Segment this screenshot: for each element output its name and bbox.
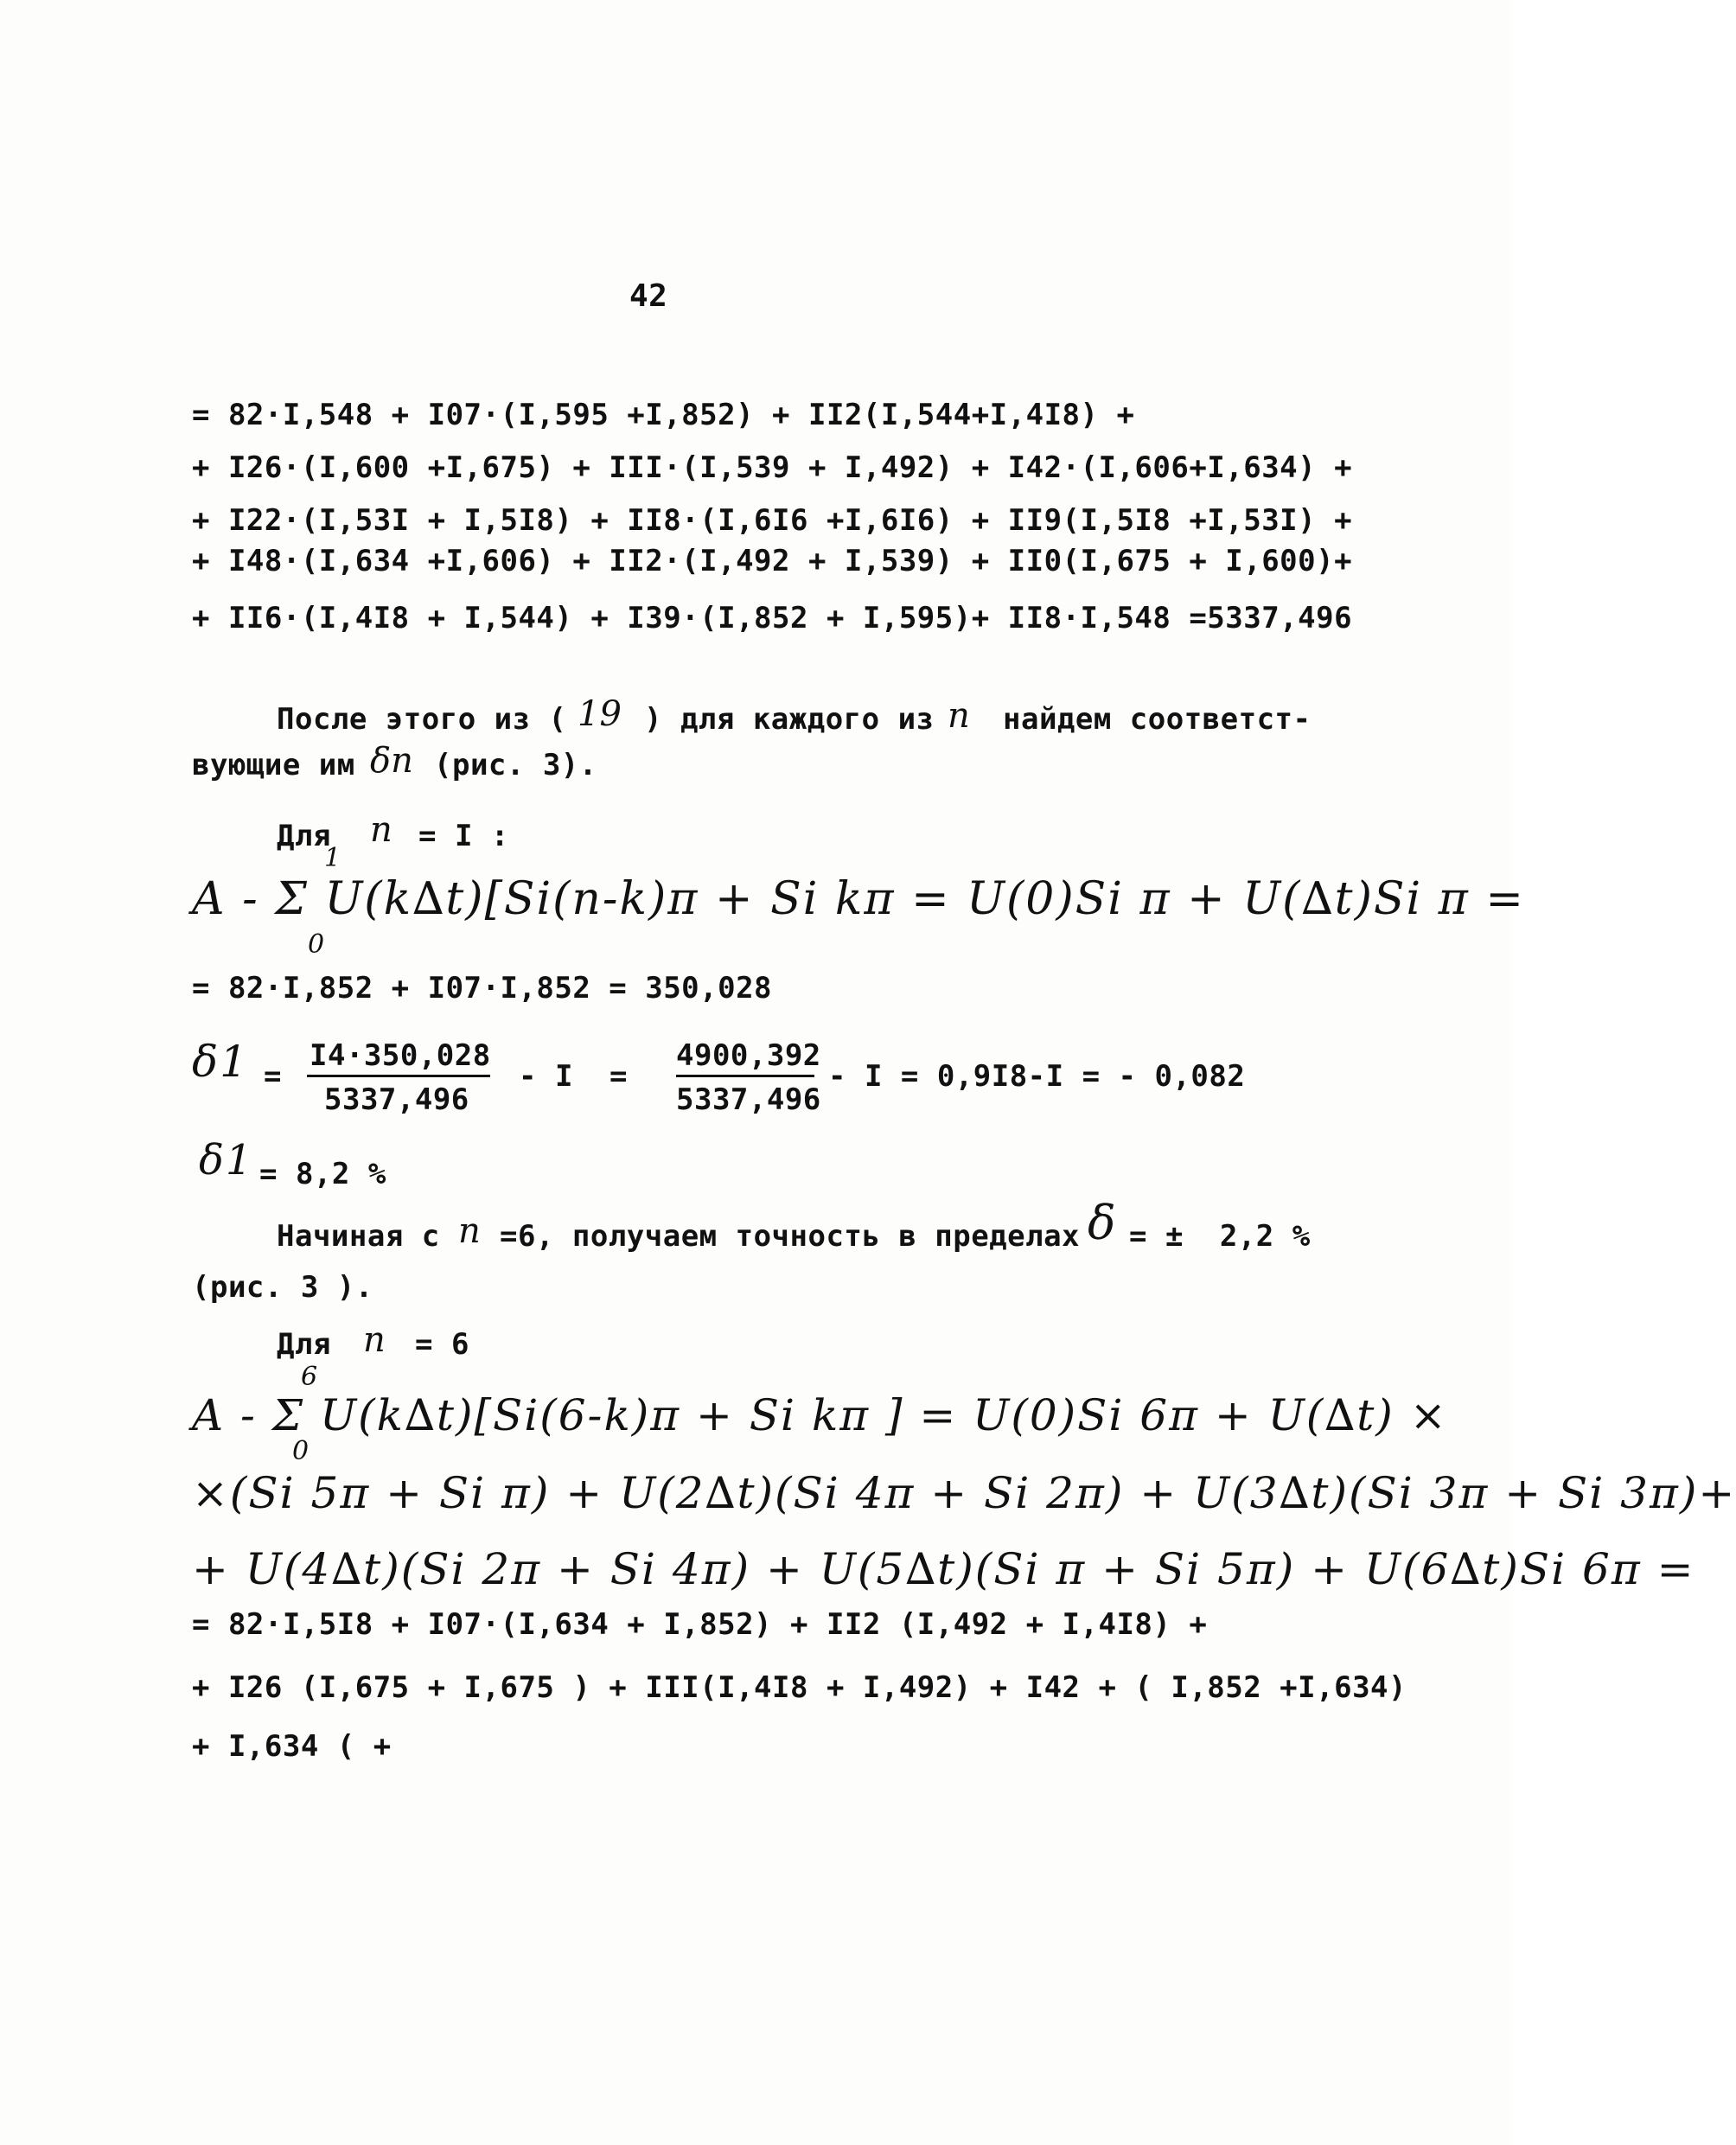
case1-delta-symbol: δ1 [192, 1037, 249, 1087]
para1-delta-n: δn [370, 741, 413, 781]
sum-line-1: = 82·I,548 + I07·(I,595 +I,852) + II2(I,544+I,4I8) + [192, 398, 1135, 432]
case1-sum-lower: 0 [308, 929, 325, 960]
sum-line-2: + I26·(I,600 +I,675) + III·(I,539 + I,492) + I42·(I,606+I,634) + [192, 450, 1353, 485]
para2-text-c: = ± 2,2 % [1129, 1219, 1311, 1254]
case6-result-line-1: = 82·I,5I8 + I07·(I,634 + I,852) + II2 (I,492 + I,4I8) + [192, 1607, 1208, 1642]
case6-result-line-2: + I26 (I,675 + I,675 ) + III(I,4I8 + I,492) + I42 + ( I,852 +I,634) [192, 1670, 1407, 1705]
case6-result-line-3: + I,634 ( + [192, 1729, 392, 1764]
para2-text-a: Начиная с [277, 1219, 440, 1254]
sum-line-3: + I22·(I,53I + I,5I8) + II8·(I,6I6 +I,6I6) + II9(I,5I8 +I,53I) + [192, 503, 1353, 538]
case1-cond: = I : [418, 819, 509, 853]
case1-frac2-numerator: 4900,392 [676, 1038, 821, 1073]
case6-cond: = 6 [415, 1327, 469, 1362]
para1-text-c: найдем соответст- [1003, 702, 1312, 737]
para1-text-e: (рис. 3). [434, 748, 597, 782]
case6-formula-line-3: + U(4∆t)(Si 2π + Si 4π) + U(5∆t)(Si π + Si 5π) + U(6∆t)Si 6π = [192, 1544, 1695, 1594]
case6-sum-lower: 0 [292, 1436, 310, 1466]
para2-n-var: n [458, 1211, 481, 1251]
case1-frac1-bar [307, 1075, 490, 1077]
case1-n-var: n [370, 810, 393, 850]
case1-abs-delta-symbol: δ1 [199, 1136, 254, 1184]
case1-result: = 82·I,852 + I07·I,852 = 350,028 [192, 971, 773, 1005]
para1-text-b: ) для каждого из [644, 702, 935, 737]
para1-eq-ref: 19 [578, 694, 622, 734]
case6-formula-line-1: A - Σ U(k∆t)[Si(6-k)π + Si kπ ] = U(0)Si 6π + U(∆t) × [192, 1390, 1448, 1440]
page-number: 42 [629, 278, 668, 314]
case6-n-var: n [363, 1320, 386, 1360]
para2-delta-symbol: δ [1088, 1196, 1118, 1250]
case1-frac1-denominator: 5337,496 [324, 1082, 469, 1117]
case1-frac1-numerator: I4·350,028 [310, 1038, 491, 1073]
sum-line-4: + I48·(I,634 +I,606) + II2·(I,492 + I,539) + II0(I,675 + I,600)+ [192, 544, 1353, 578]
case1-abs-delta-value: = 8,2 % [259, 1157, 386, 1191]
case1-sum-upper: 1 [324, 843, 341, 873]
case1-eq-2: = [610, 1059, 628, 1094]
case6-label: Для [277, 1327, 331, 1362]
para2-line2: (рис. 3 ). [192, 1270, 373, 1305]
para2-text-b: =6, получаем точность в пределах [500, 1219, 1081, 1254]
para1-text-a: После этого из ( [277, 702, 567, 737]
case1-minus-1: - I [519, 1059, 573, 1094]
case1-formula: A - Σ U(k∆t)[Si(n-k)π + Si kπ = U(0)Si π + U(∆t)Si π = [192, 873, 1525, 925]
para1-text-d: вующие им [192, 748, 355, 782]
case6-sum-upper: 6 [301, 1362, 318, 1392]
case1-label: Для [277, 819, 331, 853]
case1-frac2-bar [676, 1075, 814, 1077]
case6-formula-line-2: ×(Si 5π + Si π) + U(2∆t)(Si 4π + Si 2π) + U(3∆t)(Si 3π + Si 3π)+ [192, 1468, 1736, 1518]
case1-eq-1: = [264, 1059, 282, 1094]
sum-line-5: + II6·(I,4I8 + I,544) + I39·(I,852 + I,595)+ II8·I,548 =5337,496 [192, 601, 1353, 635]
para1-n-var: n [948, 696, 970, 736]
case1-frac2-denominator: 5337,496 [676, 1082, 821, 1117]
case1-tail: - I = 0,9I8-I = - 0,082 [828, 1059, 1246, 1094]
